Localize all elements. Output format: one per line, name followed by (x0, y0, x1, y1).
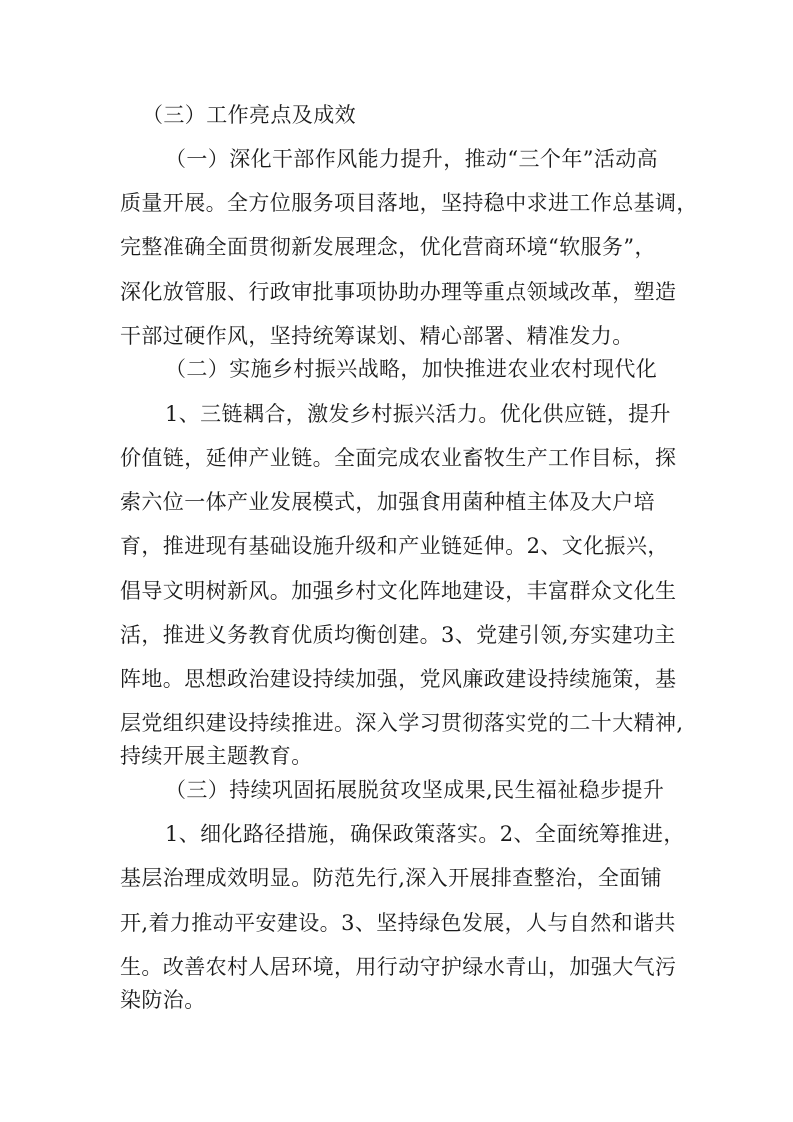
paragraph-line: 基层治理成效明显。防范先行,深入开展排查整治，全面铺 (120, 866, 663, 890)
paragraph-line: 染防治。 (120, 988, 206, 1012)
paragraph-line: 层党组织建设持续推进。深入学习贯彻落实党的二十大精神, (120, 711, 684, 735)
paragraph-line: （二）实施乡村振兴战略，加快推进农业农村现代化 (165, 357, 658, 381)
paragraph-line: （三）持续巩固拓展脱贫攻坚成果,民生福祉稳步提升 (165, 778, 665, 802)
paragraph-line: （一）深化干部作风能力提升，推动“三个年”活动高 (165, 147, 659, 171)
paragraph-line: 倡导文明树新风。加强乡村文化阵地建设，丰富群众文化生 (120, 579, 677, 603)
paragraph-line: 活，推进义务教育优质均衡创建。3、党建引领,夯实建功主 (120, 623, 676, 647)
paragraph-line: 开,着力推动平安建设。3、坚持绿色发展，人与自然和谐共 (120, 911, 676, 935)
paragraph-line: 1、细化路径措施，确保政策落实。2、全面统筹推进， (165, 822, 685, 846)
paragraph-line: 索六位一体产业发展模式，加强食用菌种植主体及大户培 (120, 490, 655, 514)
paragraph-line: 育，推进现有基础设施升级和产业链延伸。2、文化振兴， (120, 534, 669, 558)
paragraph-line: 深化放管服、行政审批事项协助办理等重点领域改革，塑造 (120, 280, 677, 304)
paragraph-line: 持续开展主题教育。 (120, 744, 313, 768)
paragraph-line: 干部过硬作风，坚持统筹谋划、精心部署、精准发力。 (120, 324, 634, 348)
paragraph-line: 阵地。思想政治建设持续加强，党风廉政建设持续施策，基 (120, 667, 677, 691)
paragraph-line: 完整准确全面贯彻新发展理念，优化营商环境“软服务”， (120, 235, 656, 259)
paragraph-line: 价值链，延伸产业链。全面完成农业畜牧生产工作目标，探 (120, 446, 677, 470)
section-title: （三）工作亮点及成效 (142, 103, 356, 127)
paragraph-line: 质量开展。全方位服务项目落地，坚持稳中求进工作总基调， (120, 191, 698, 215)
paragraph-line: 生。改善农村人居环境，用行动守护绿水青山，加强大气污 (120, 955, 677, 979)
paragraph-line: 1、三链耦合，激发乡村振兴活力。优化供应链，提升 (165, 402, 671, 426)
